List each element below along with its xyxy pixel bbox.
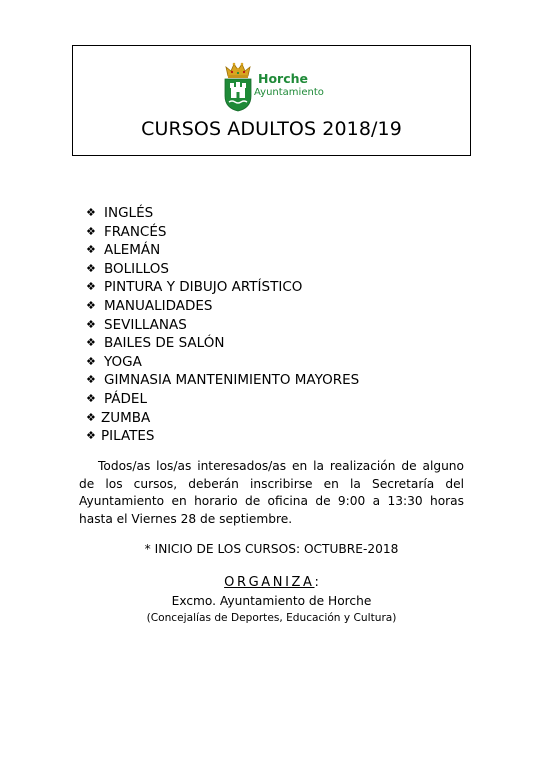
- diamond-bullet-icon: ❖: [86, 280, 96, 294]
- course-item: [86, 297, 359, 316]
- diamond-bullet-icon: ❖: [86, 317, 96, 331]
- course-item: [86, 241, 359, 260]
- course-label: GIMNASIA MANTENIMIENTO MAYORES: [104, 372, 360, 389]
- municipal-crest-icon: [221, 62, 255, 112]
- course-label: INGLÉS: [104, 205, 154, 221]
- course-label: PILATES: [101, 428, 155, 445]
- diamond-bullet-icon: ❖: [86, 261, 96, 275]
- course-label: ZUMBA: [101, 409, 151, 426]
- course-item: [86, 371, 359, 390]
- diamond-bullet-icon: ❖: [86, 243, 96, 257]
- organizer-heading-word: ORGANIZA: [224, 575, 315, 590]
- course-item: [86, 409, 359, 428]
- course-item: [86, 260, 359, 279]
- organizer-name: Excmo. Ayuntamiento de Horche: [171, 594, 372, 608]
- course-label: BAILES DE SALÓN: [104, 335, 225, 352]
- diamond-bullet-icon: ❖: [86, 391, 96, 405]
- course-item: [86, 223, 359, 242]
- course-label: YOGA: [104, 353, 142, 370]
- course-label: SEVILLANAS: [104, 316, 187, 333]
- organizer-heading: [0, 575, 543, 590]
- diamond-bullet-icon: ❖: [86, 429, 96, 443]
- course-item: [86, 278, 359, 297]
- diamond-bullet-icon: ❖: [86, 206, 96, 219]
- page-title: CURSOS ADULTOS 2018/19: [141, 118, 402, 140]
- course-item: [86, 316, 359, 335]
- organizer-heading-colon: :: [314, 575, 319, 590]
- course-label: PINTURA Y DIBUJO ARTÍSTICO: [104, 279, 303, 296]
- diamond-bullet-icon: ❖: [86, 410, 96, 424]
- course-item: [86, 353, 359, 372]
- diamond-bullet-icon: ❖: [86, 336, 96, 350]
- course-label: FRANCÉS: [104, 223, 167, 240]
- course-item: [86, 390, 359, 409]
- course-item: [86, 427, 359, 446]
- registration-paragraph: Todos/as los/as interesados/as en la realización de alguno de los cursos, deberán inscribirse en la Secretaría del Ayuntamiento en horario de oficina de 9:00 a 13:30 horas hasta el Viernes 28 de septiembre.: [79, 459, 464, 526]
- logo-subtitle: Ayuntamiento: [254, 87, 324, 98]
- course-item: [86, 334, 359, 353]
- course-label: ALEMÁN: [104, 242, 161, 259]
- diamond-bullet-icon: ❖: [86, 298, 96, 312]
- course-start-note: * INICIO DE LOS CURSOS: OCTUBRE-2018: [144, 542, 399, 556]
- horche-logo: [221, 62, 341, 112]
- course-label: PÁDEL: [104, 390, 147, 407]
- diamond-bullet-icon: ❖: [86, 224, 96, 238]
- course-label: MANUALIDADES: [104, 297, 213, 314]
- logo-name: Horche: [258, 71, 308, 86]
- course-label: BOLILLOS: [104, 260, 169, 277]
- course-item: [86, 204, 359, 223]
- header-box: [72, 45, 471, 156]
- organizer-departments: (Concejalías de Deportes, Educación y Cultura): [146, 612, 397, 624]
- course-list: [86, 204, 359, 446]
- diamond-bullet-icon: ❖: [86, 354, 96, 368]
- diamond-bullet-icon: ❖: [86, 373, 96, 387]
